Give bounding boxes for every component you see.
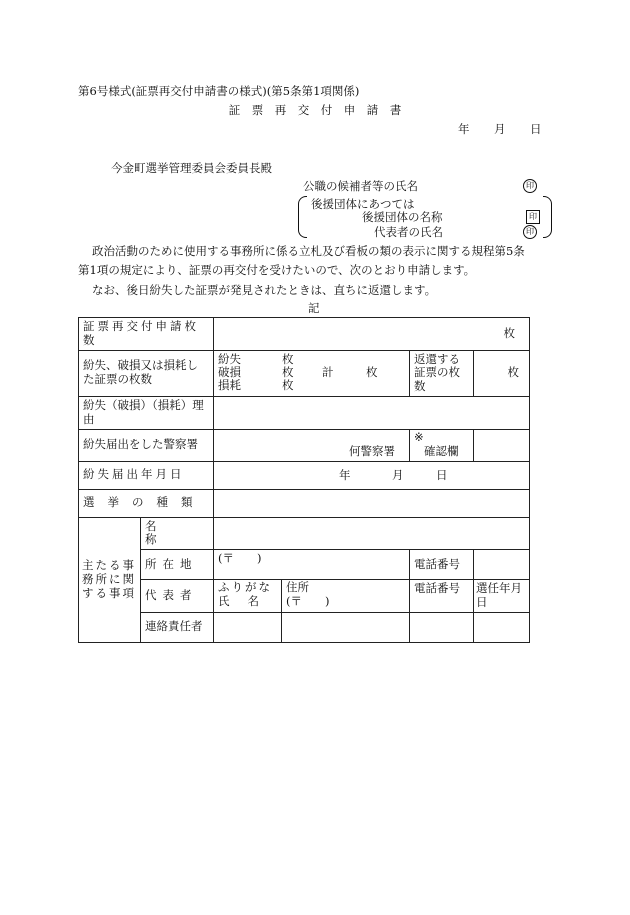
lost-unit: 枚 — [282, 352, 294, 367]
contact-field-1[interactable] — [214, 612, 282, 642]
ki-label: 記 — [308, 301, 320, 315]
form-number: 第6号様式(証票再交付申請書の様式)(第5条第1項関係) — [78, 84, 360, 98]
office-name-label: 名称 — [141, 517, 214, 550]
contact-field-2[interactable] — [282, 612, 410, 642]
contact-field-3[interactable] — [410, 612, 474, 642]
reason-label: 紛失（破損）（損耗）理由 — [79, 396, 214, 429]
date-day-label: 日 — [530, 122, 542, 136]
office-phone-label: 電話番号 — [410, 550, 474, 580]
police-label: 紛失届出をした警察署 — [79, 429, 214, 461]
row-reissue-count — [79, 318, 530, 351]
representative-phone-label: 電話番号 — [410, 580, 474, 613]
application-table — [78, 317, 530, 643]
office-group-label: 主たる事務所に関する事項 — [79, 517, 141, 642]
confirmation-label-cell — [410, 429, 474, 461]
page-title: 証 票 再 交 付 申 請 書 — [228, 103, 402, 117]
row-police — [79, 429, 530, 461]
seal-mark-3: 印 — [523, 225, 537, 239]
address-label: 住所 — [286, 580, 309, 595]
representative-name-labels — [214, 580, 282, 613]
supporter-note: 後援団体にあつては — [311, 197, 415, 211]
reissue-count-label: 証票再交付申請枚数 — [79, 318, 214, 351]
report-month-label: 月 — [392, 467, 404, 482]
row-reason — [79, 396, 530, 429]
body-paragraph-2: なお、後日紛失した証票が発見されたときは、直ちに返還します。 — [92, 283, 437, 297]
office-location-field[interactable] — [214, 550, 410, 580]
row-contact — [79, 612, 530, 642]
right-brace — [543, 196, 552, 238]
group-name-label: 後援団体の名称 — [362, 210, 443, 224]
report-day-label: 日 — [436, 467, 448, 482]
candidate-name-label: 公職の候補者等の氏名 — [303, 179, 418, 193]
representative-name-label: 代表者の氏名 — [374, 225, 443, 239]
election-type-field[interactable] — [214, 489, 530, 517]
date-year-label: 年 — [458, 122, 470, 136]
reissue-count-field[interactable] — [214, 318, 530, 351]
confirmation-label: 確認欄 — [424, 444, 459, 459]
lost-label: 紛失 — [218, 352, 241, 367]
report-date-field[interactable] — [214, 461, 530, 489]
reissue-count-unit: 枚 — [503, 325, 515, 340]
office-phone-field[interactable] — [474, 550, 530, 580]
lost-count-breakdown[interactable] — [214, 350, 410, 396]
reason-field[interactable] — [214, 396, 530, 429]
row-representative — [79, 580, 530, 613]
police-field[interactable] — [214, 429, 410, 461]
row-office-location — [79, 550, 530, 580]
total-label: 計 — [322, 365, 334, 380]
damaged-unit: 枚 — [282, 365, 294, 380]
date-month-label: 月 — [494, 122, 506, 136]
row-office-name — [79, 517, 530, 550]
office-name-field[interactable] — [214, 517, 530, 550]
contact-label: 連絡責任者 — [141, 612, 214, 642]
left-brace — [298, 196, 307, 238]
addressee: 今金町選挙管理委員会委員長殿 — [111, 161, 272, 175]
total-unit: 枚 — [366, 365, 378, 380]
lost-count-label: 紛失、破損又は損耗した証票の枚数 — [79, 350, 214, 396]
damaged-label: 破損 — [218, 365, 241, 380]
return-count-label: 返還する証票の枚数 — [410, 350, 474, 396]
postal-mark: (〒 ) — [218, 551, 262, 566]
row-lost-count — [79, 350, 530, 396]
representative-address-field[interactable] — [282, 580, 410, 613]
worn-unit: 枚 — [282, 378, 294, 393]
postal-mark-2: (〒 ) — [286, 593, 330, 608]
row-report-date — [79, 461, 530, 489]
return-count-field[interactable] — [474, 350, 530, 396]
asterisk-mark: ※ — [414, 430, 424, 445]
return-count-unit: 枚 — [507, 365, 519, 380]
furigana-label: ふりがな — [218, 580, 272, 595]
confirmation-field[interactable] — [474, 429, 530, 461]
seal-mark-2: 印 — [526, 210, 540, 224]
representative-label: 代表者 — [141, 580, 214, 613]
election-type-label: 選挙の種類 — [79, 489, 214, 517]
worn-label: 損耗 — [218, 378, 241, 393]
report-date-label: 紛失届出年月日 — [79, 461, 214, 489]
row-election-type — [79, 489, 530, 517]
person-name-label: 氏名 — [218, 593, 277, 608]
body-paragraph-1-line-1: 政治活動のために使用する事務所に係る立札及び看板の類の表示に関する規程第5条 — [92, 244, 525, 258]
body-paragraph-1-line-2: 第1項の規定により、証票の再交付を受けたいので、次のとおり申請します。 — [78, 263, 476, 277]
report-year-label: 年 — [339, 467, 351, 482]
appointment-date-label: 選任年月日 — [474, 580, 530, 613]
office-location-label: 所在地 — [141, 550, 214, 580]
contact-field-4[interactable] — [474, 612, 530, 642]
police-value: 何警察署 — [349, 443, 395, 458]
seal-mark-1: 印 — [523, 179, 537, 193]
